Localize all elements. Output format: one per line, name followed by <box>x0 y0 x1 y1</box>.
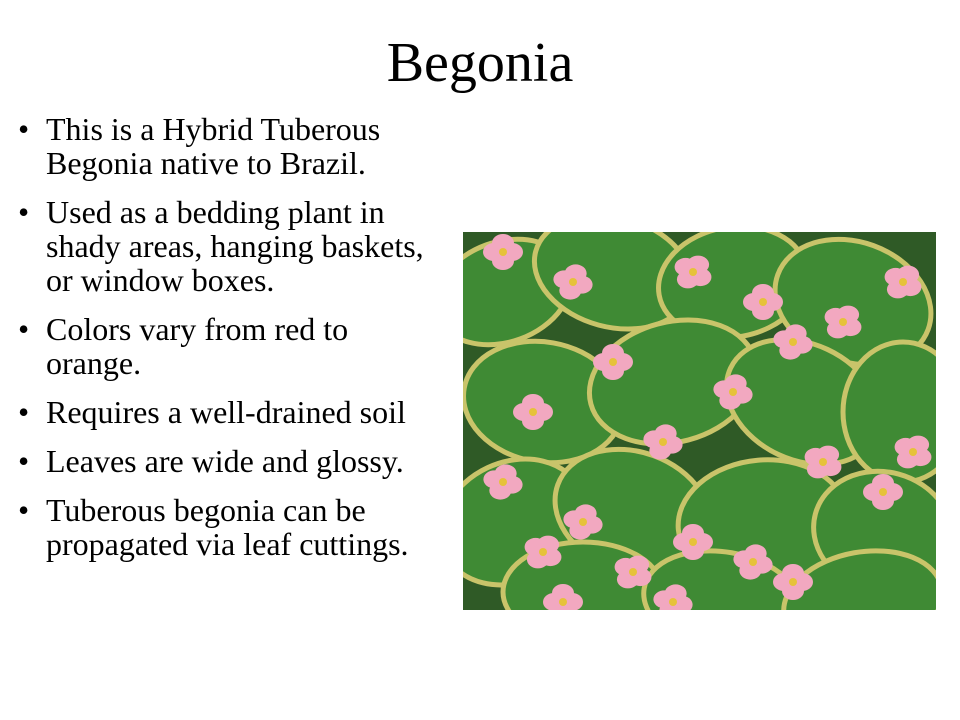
bullet-dot: • <box>18 492 30 528</box>
bullet-dot: • <box>18 443 30 479</box>
bullet-item <box>18 444 438 478</box>
flower-shape <box>885 266 922 299</box>
bullet-dot: • <box>18 194 30 230</box>
flower-shape <box>895 436 932 469</box>
flower-shape <box>805 446 842 479</box>
flower-shape <box>525 536 562 569</box>
bullet-dot: • <box>18 394 30 430</box>
bullet-item <box>18 195 438 297</box>
begonia-photo <box>463 232 936 610</box>
flower-shape <box>825 306 862 339</box>
bullet-item <box>18 112 438 180</box>
bullet-text: Colors vary from red to orange. <box>46 311 349 381</box>
bullet-item <box>18 312 438 380</box>
bullet-text: Requires a well-drained soil <box>46 394 406 430</box>
bullet-dot: • <box>18 311 30 347</box>
bullet-text: This is a Hybrid Tuberous Begonia native to Brazil. <box>46 111 381 181</box>
bullet-text: Used as a bedding plant in shady areas, hanging baskets, or window boxes. <box>46 194 424 298</box>
bullet-list <box>18 112 438 576</box>
flower-shape <box>675 256 712 289</box>
bullet-text: Tuberous begonia can be propagated via leaf cuttings. <box>46 492 409 562</box>
begonia-illustration <box>463 232 936 610</box>
bullet-item <box>18 395 438 429</box>
flower-shape <box>615 556 652 589</box>
bullet-item <box>18 493 438 561</box>
bullet-text: Leaves are wide and glossy. <box>46 443 404 479</box>
bullet-dot: • <box>18 111 30 147</box>
slide-title: Begonia <box>386 32 574 94</box>
